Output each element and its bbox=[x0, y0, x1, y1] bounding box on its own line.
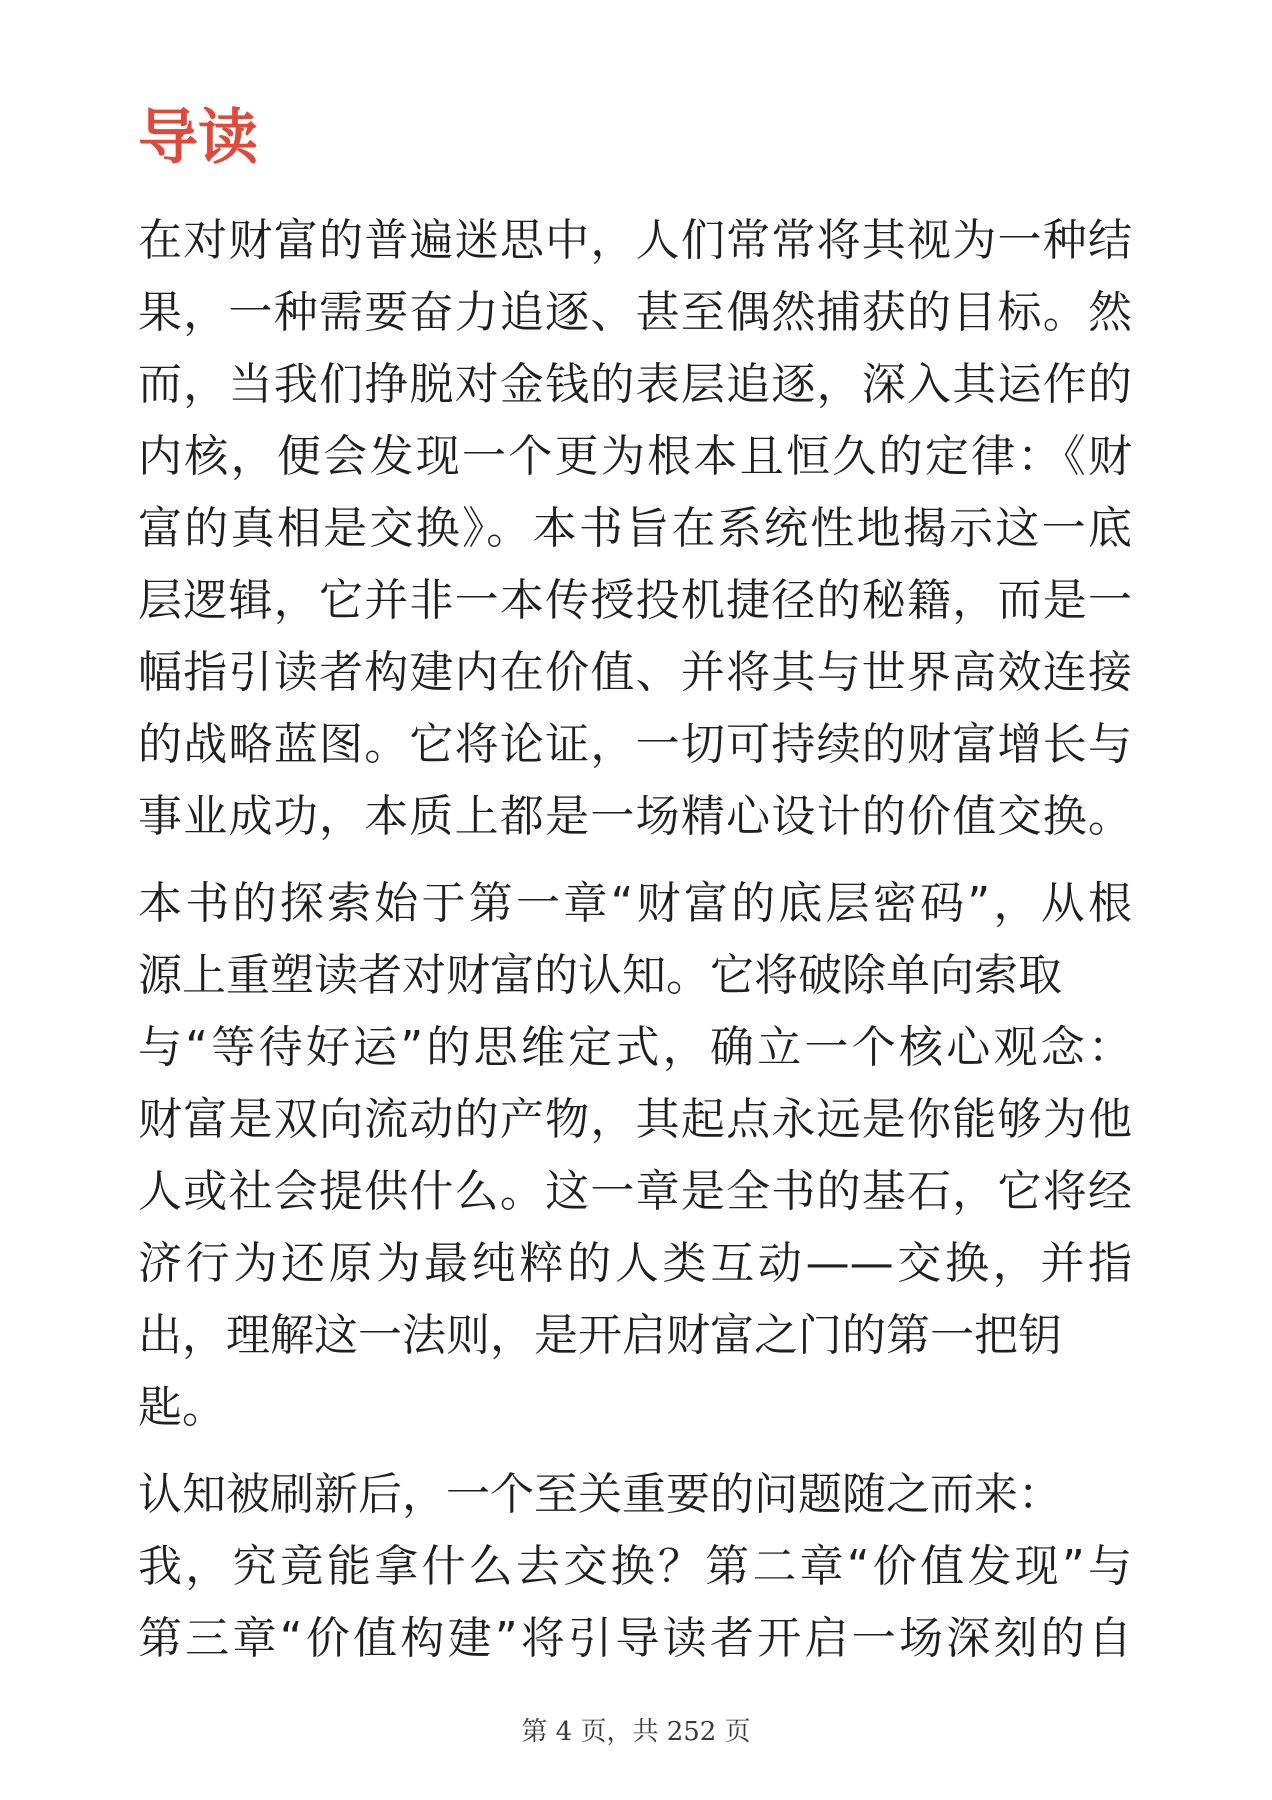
page-number: 第 4 页，共 252 页 bbox=[521, 1717, 751, 1747]
paragraph-3 bbox=[138, 1459, 1132, 1675]
text-line: 济行为还原为最纯粹的人类互动——交换，并指 bbox=[138, 1238, 1132, 1289]
body-text bbox=[138, 205, 1132, 1690]
text-line: 本书的探索始于第一章“财富的底层密码”，从根 bbox=[138, 878, 1132, 929]
text-line: 幅指引读者构建内在价值、并将其与世界高效连接 bbox=[138, 647, 1132, 698]
text-line: 出，理解这一法则，是开启财富之门的第一把钥 bbox=[138, 1310, 1062, 1361]
text-line: 匙。 bbox=[138, 1382, 226, 1433]
text-line: 而，当我们挣脱对金钱的表层追逐，深入其运作的 bbox=[138, 359, 1132, 410]
text-line: 我，究竟能拿什么去交换？第二章“价值发现”与 bbox=[138, 1541, 1132, 1592]
text-line: 在对财富的普遍迷思中，人们常常将其视为一种结 bbox=[138, 215, 1132, 266]
section-title: 导读 bbox=[138, 103, 258, 173]
text-line: 与“等待好运”的思维定式，确立一个核心观念： bbox=[138, 1022, 1132, 1073]
text-line: 人或社会提供什么。这一章是全书的基石，它将经 bbox=[138, 1166, 1132, 1217]
text-line: 认知被刷新后，一个至关重要的问题随之而来： bbox=[138, 1469, 1062, 1520]
text-line: 层逻辑，它并非一本传授投机捷径的秘籍，而是一 bbox=[138, 575, 1132, 626]
text-line: 富的真相是交换》。本书旨在系统性地揭示这一底 bbox=[138, 503, 1132, 554]
text-line: 果，一种需要奋力追逐、甚至偶然捕获的目标。然 bbox=[138, 287, 1132, 338]
text-line: 财富是双向流动的产物，其起点永远是你能够为他 bbox=[138, 1094, 1132, 1145]
text-line: 事业成功，本质上都是一场精心设计的价值交换。 bbox=[138, 791, 1132, 842]
text-line: 第三章“价值构建”将引导读者开启一场深刻的自 bbox=[138, 1613, 1132, 1664]
paragraph-1 bbox=[138, 205, 1132, 853]
paragraph-2 bbox=[138, 868, 1132, 1444]
text-line: 的战略蓝图。它将论证，一切可持续的财富增长与 bbox=[138, 719, 1132, 770]
text-line: 内核，便会发现一个更为根本且恒久的定律：《财 bbox=[138, 431, 1132, 482]
text-line: 源上重塑读者对财富的认知。它将破除单向索取 bbox=[138, 950, 1062, 1001]
